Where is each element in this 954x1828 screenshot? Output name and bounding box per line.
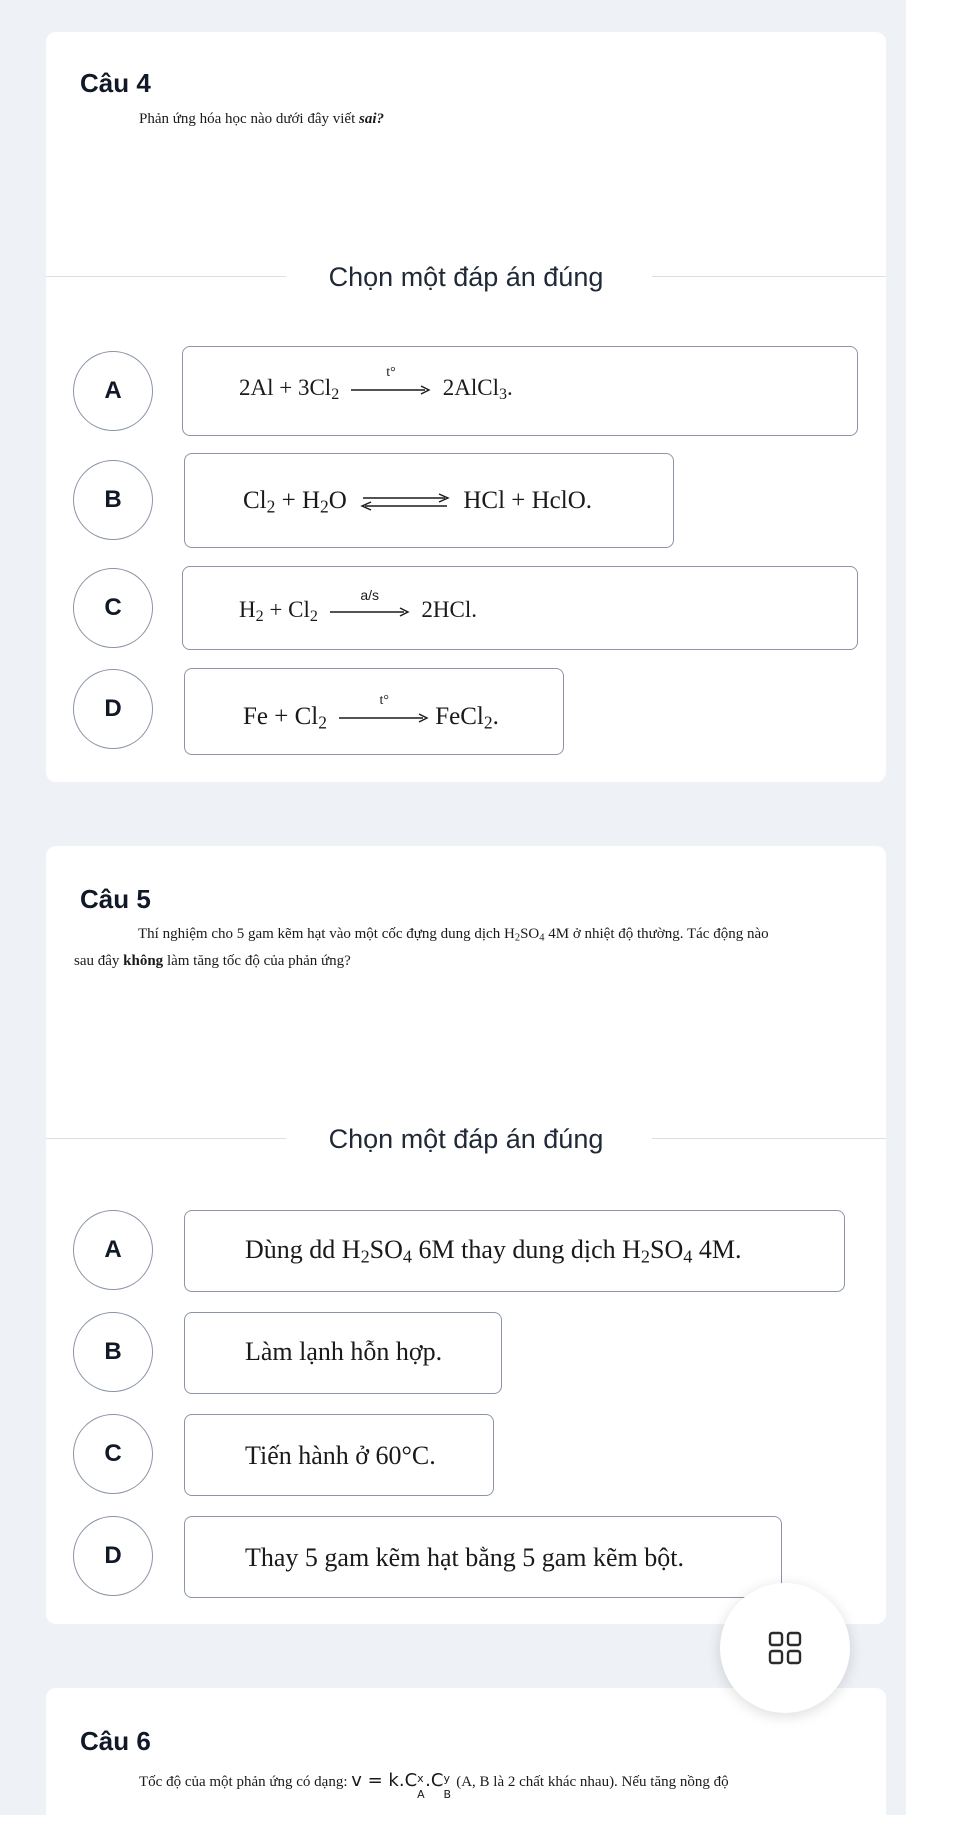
option-c-answer[interactable]: Tiến hành ở 60°C. xyxy=(184,1414,494,1496)
question-text: Phản ứng hóa học nào dưới đây viết sai? xyxy=(139,111,384,127)
question-title: Câu 5 xyxy=(80,884,151,914)
option-a-answer[interactable]: Dùng dd $H_2SO_4$ 6M thay dung dịch $H_2SO_4$ 4M. xyxy=(184,1210,845,1292)
question-navigator-button[interactable] xyxy=(720,1583,850,1713)
question-card-5 xyxy=(46,846,886,1624)
question-title: Câu 4 xyxy=(80,68,151,98)
option-a-answer[interactable]: $2Al + 3Cl_2$ t° 2AlCl$_3$. xyxy=(182,346,858,436)
option-d-answer[interactable]: Thay 5 gam kẽm hạt bằng 5 gam kẽm bột. xyxy=(184,1516,782,1598)
question-title: Câu 6 xyxy=(80,1726,151,1756)
option-c-answer[interactable]: $H_2 + Cl_2$ a/s 2HCl. xyxy=(182,566,858,650)
reaction-arrow: t° xyxy=(339,706,429,730)
option-b-letter[interactable]: B xyxy=(73,1312,153,1392)
choose-one-answer-heading: Chọn một đáp án đúng xyxy=(46,1124,886,1154)
option-a-letter[interactable]: A xyxy=(73,1210,153,1290)
grid-icon xyxy=(768,1631,802,1665)
option-b-letter[interactable]: B xyxy=(73,460,153,540)
option-c-letter[interactable]: C xyxy=(73,568,153,648)
question-card-6 xyxy=(46,1688,886,1828)
option-d-answer[interactable]: $Fe + Cl_2$ t° FeCl$_2$. xyxy=(184,668,564,755)
reaction-arrow: a/s xyxy=(330,600,410,624)
reaction-arrow: t° xyxy=(351,378,431,402)
question-text: Thí nghiệm cho 5 gam kẽm hạt vào một cốc đựng dung dịch $H_2SO_4$ 4M ở nhiệt độ thường. Tác động nào sau đây không làm tăng tốc độ của phản ứng? xyxy=(74,926,769,969)
option-b-answer[interactable]: Làm lạnh hỗn hợp. xyxy=(184,1312,502,1394)
option-b-answer[interactable]: $Cl_2 + H_2O$ HCl + HclO. xyxy=(184,453,674,548)
question-card-4 xyxy=(46,32,886,782)
option-d-letter[interactable]: D xyxy=(73,669,153,749)
equilibrium-arrow xyxy=(359,490,451,514)
choose-one-answer-heading: Chọn một đáp án đúng xyxy=(46,262,886,292)
question-text: Tốc độ của một phản ứng có dạng: v = k.C x A .C y B (A, B là 2 chất khác nhau). Nếu tăng nồng độ xyxy=(139,1770,729,1801)
option-a-letter[interactable]: A xyxy=(73,351,153,431)
rate-formula: v = k.C x A .C y B xyxy=(351,1770,451,1801)
option-d-letter[interactable]: D xyxy=(73,1516,153,1596)
option-c-letter[interactable]: C xyxy=(73,1414,153,1494)
